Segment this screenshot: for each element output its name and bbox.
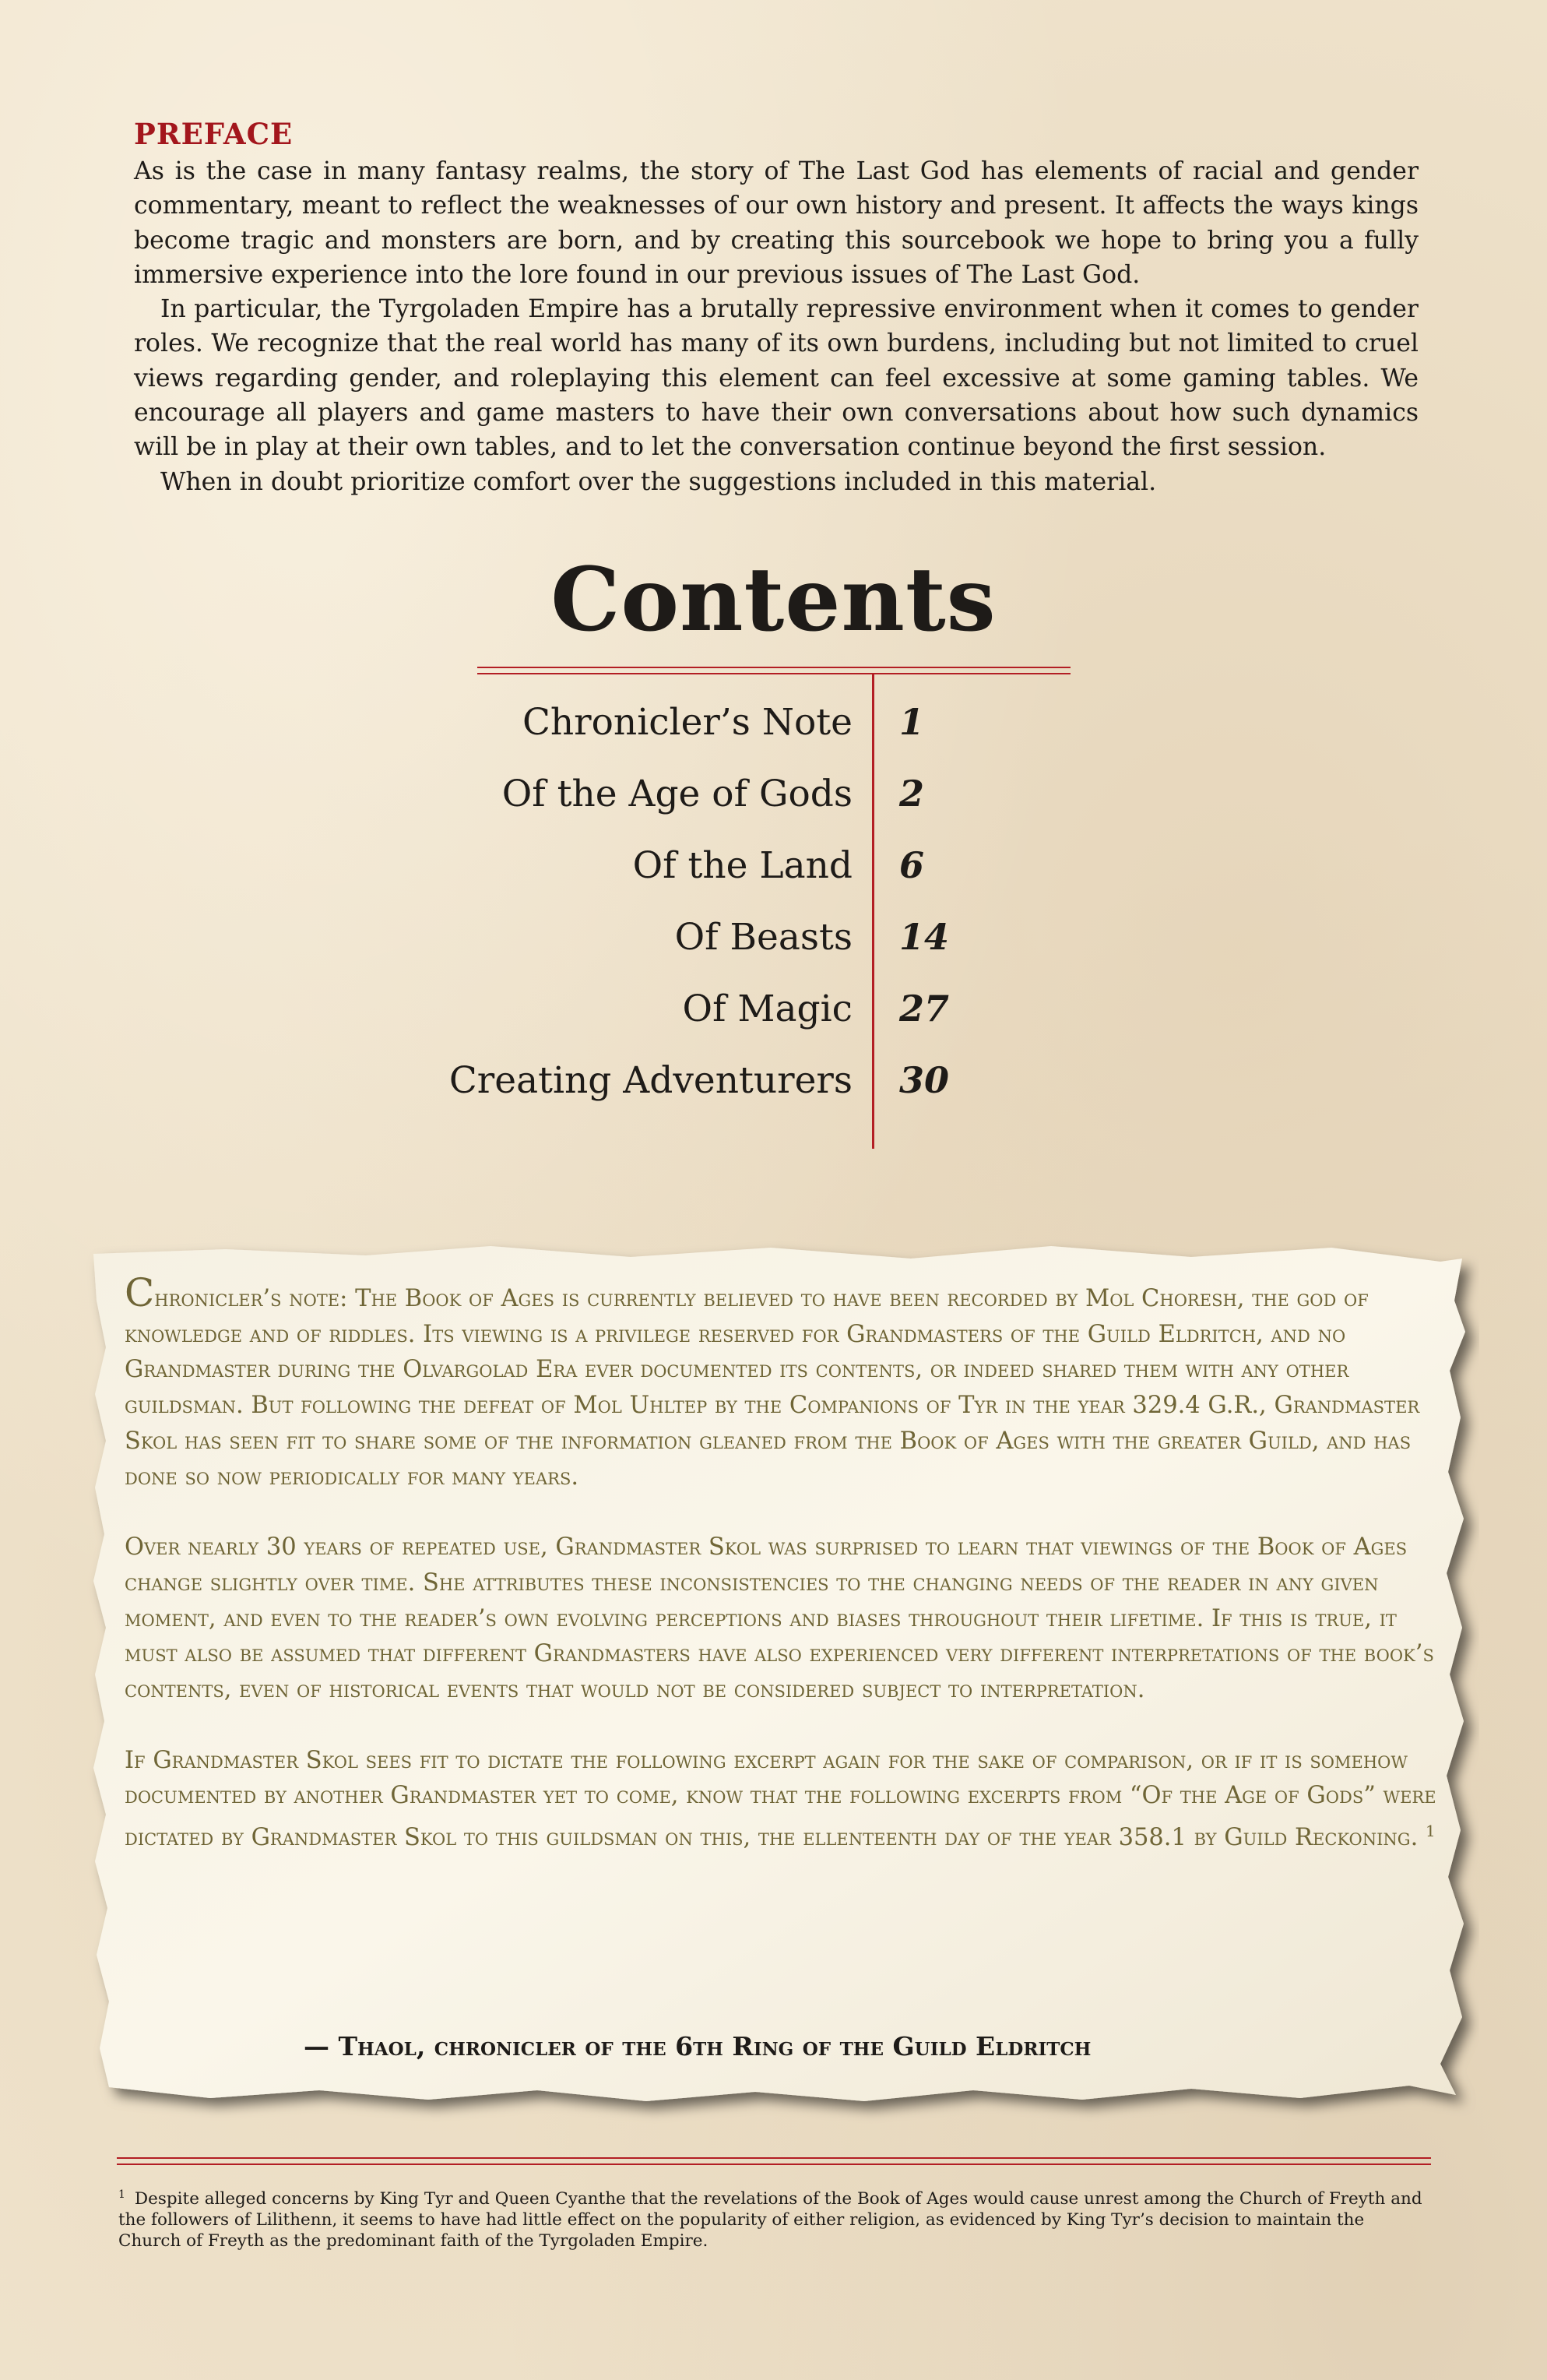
chroniclers-note-text [125,1270,1448,1891]
toc-entry-page[interactable]: 14 [899,916,950,958]
toc-entry-label[interactable]: Creating Adventurers [448,1059,853,1102]
footnote-marker: 1 [118,2188,125,2201]
note-paragraph-3 [125,1743,1448,1856]
toc-entry[interactable] [234,773,1012,827]
toc-entry[interactable] [234,701,1012,755]
toc-entry-label[interactable]: Of the Age of Gods [501,773,853,815]
contents-divider [477,667,1071,674]
footnote [118,2185,1426,2251]
preface-paragraph-2: In particular, the Tyrgoladen Empire has a brutally repressive environment when it comes to gender roles. We recognize that the real world has many of its own burdens, including but not limited to cruel views regarding gender, and roleplaying this element can feel excessive at some gaming tables. We encourage all players and game masters to have their own conversations about how such dynamics will be in play at their own tables, and to let the conversation continue beyond the first session. [134,295,1419,462]
preface-section [134,117,1419,499]
note-paragraph-1-text: hronicler’s note: The Book of Ages is currently believed to have been recorded by Mol Choresh, the god of knowledge and of riddles. Its viewing is a privilege reserved for Grandmasters of the Guild Eldritch, and no Grandmaster during the Olvargolad Era ever documented its contents, or indeed shared them with any other guildsman. But following the defeat of Mol Uhltep by the Companions of Tyr in the year 329.4 G.R., Grandmaster Skol has seen fit to share some of the information gleaned from the Book of Ages with the greater Guild, and has done so now periodically for many years. [125,1285,1420,1491]
toc-entry-page[interactable]: 1 [899,701,925,743]
note-paragraph-1 [125,1270,1448,1495]
toc-entry[interactable] [234,988,1012,1042]
toc-entry[interactable] [234,844,1012,899]
note-paragraph-2: Over nearly 30 years of repeated use, Grandmaster Skol was surprised to learn that viewings of the Book of Ages change slightly over time. She attributes these inconsistencies to the changing needs of the reader in any given moment, and even to the reader’s own evolving perceptions and biases throughout their lifetime. If this is true, it must also be assumed that different Grandmasters have also experienced very different interpretations of the book’s contents, even of historical events that would not be considered subject to interpretation. [125,1533,1434,1704]
toc-entry-label[interactable]: Of Magic [682,988,853,1030]
toc-entry[interactable] [234,916,1012,970]
toc-entry-page[interactable]: 6 [899,844,925,886]
chroniclers-note-panel [86,1238,1479,2134]
note-dropcap: C [125,1270,155,1315]
contents-title: Contents [550,549,997,651]
footnote-reference[interactable]: 1 [1425,1822,1436,1841]
toc-entry-label[interactable]: Of the Land [632,844,853,887]
preface-heading: PREFACE [134,117,294,151]
preface-paragraph-3: When in doubt prioritize comfort over the suggestions included in this material. [160,467,1157,496]
note-signature: — Thaol, chronicler of the 6th Ring of the Guild Eldritch [304,2031,1092,2061]
preface-paragraph-1: As is the case in many fantasy realms, the story of The Last God has elements of racial and gender commentary, meant to reflect the weaknesses of our own history and present. It affects the ways kings become tragic and monsters are born, and by creating this sourcebook we hope to bring you a fully immersive experience into the lore found in our previous issues of The Last God. [134,157,1419,289]
toc-entry-page[interactable]: 30 [899,1059,950,1101]
toc-entry-label[interactable]: Of Beasts [674,916,853,959]
toc-entry[interactable] [234,1059,1012,1114]
toc-entry-page[interactable]: 27 [899,988,950,1030]
footnote-text: Despite alleged concerns by King Tyr and Queen Cyanthe that the revelations of the Book of Ages would cause unrest among the Church of Freyth and the followers of Lilithenn, it seems to have had little effect on the popularity of either religion, as evidenced by King Tyr’s decision to maintain the Church of Freyth as the predominant faith of the Tyrgoladen Empire. [118,2189,1422,2251]
toc-entry-page[interactable]: 2 [899,773,925,815]
note-paragraph-3-text: If Grandmaster Skol sees fit to dictate the following excerpt again for the sake of comparison, or if it is somehow documented by another Grandmaster yet to come, know that the following excerpts from “Of the Age of Gods” were dictated by Grandmaster Skol to this guildsman on this, the ellenteenth day of the year 358.1 by Guild Reckoning. [125,1746,1436,1852]
footnote-divider [117,2157,1431,2165]
toc-entry-label[interactable]: Chronicler’s Note [522,701,853,744]
